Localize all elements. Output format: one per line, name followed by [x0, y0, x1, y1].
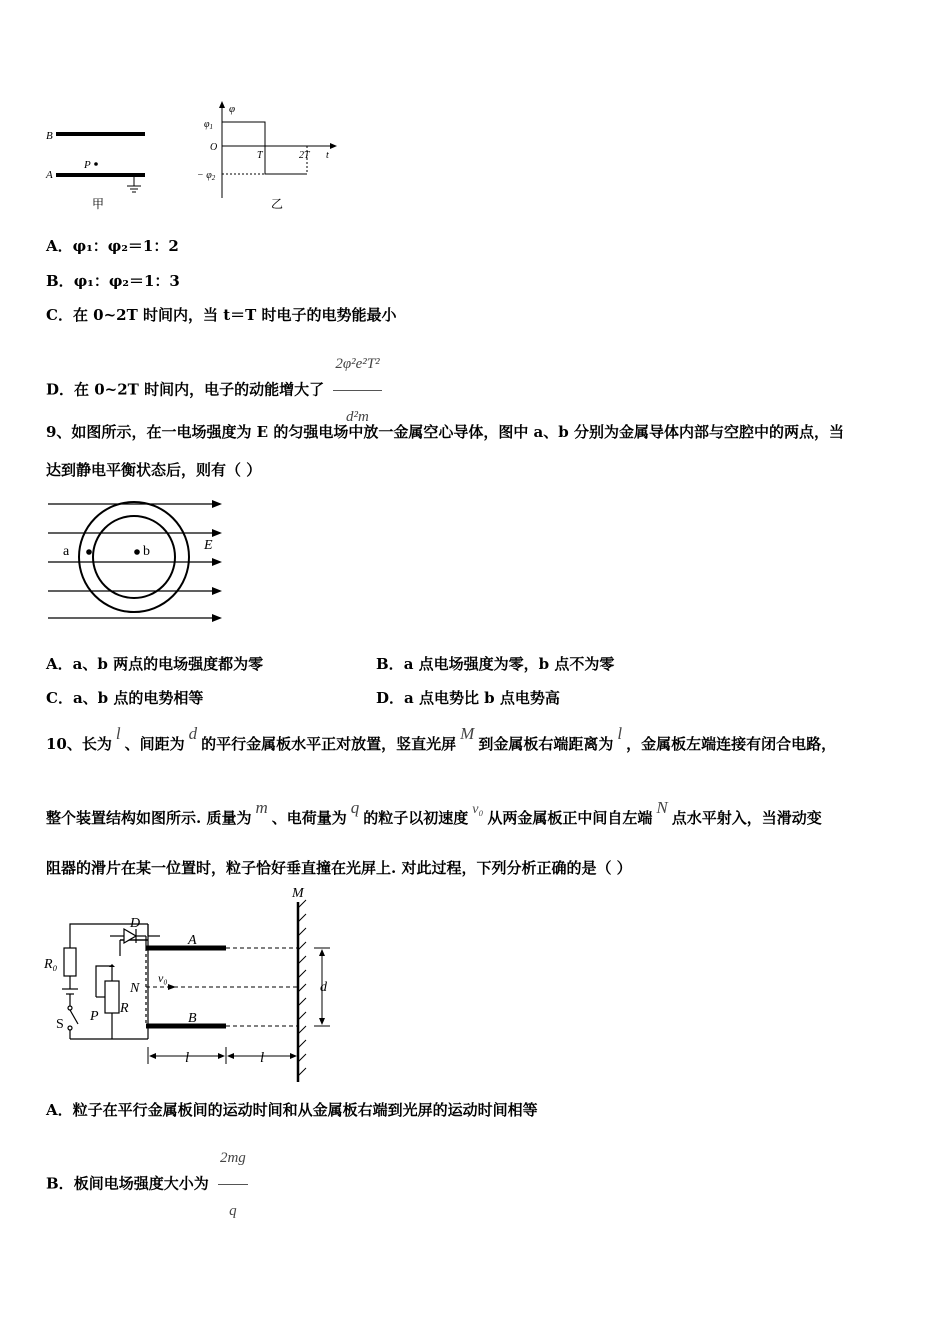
figure-circuit-plates [40, 884, 340, 1089]
label-n: N [130, 981, 140, 996]
label-v0: v₀ [158, 971, 168, 985]
svg-text:− φ2: − $\varphi_2$ [197, 170, 216, 182]
fraction-field-strength: $\frac{2mg}{q}$ [218, 1134, 248, 1235]
q9-option-b: B．a 点电场强度为零，b 点不为零 [376, 655, 615, 673]
label-r0: R₀ [44, 957, 58, 972]
label-t1: T [257, 150, 263, 161]
label-t: t [326, 150, 329, 161]
q9-option-d: D．a 点电势比 b 点电势高 [376, 689, 560, 707]
label-l2: l [260, 1050, 265, 1066]
q8-option-c: C．在 0~2T 时间内，当 t＝T 时电子的电势能最小 [46, 306, 397, 324]
label-p: P [84, 159, 91, 171]
label-2t: 2T [299, 150, 310, 161]
label-b: B [46, 130, 53, 142]
q10-option-b: B．板间电场强度大小为 $\frac{2mg}{q}$ [46, 1134, 248, 1235]
point-b [134, 549, 140, 555]
label-plate-b: B [188, 1011, 197, 1026]
q10-stem-line1: 10、长为l、间距为d的平行金属板水平正对放置，竖直光屏M到金属板右端距离为l，金属板左端连接有闭合电路， [46, 724, 837, 753]
q8-option-d: D．在 0~2T 时间内，电子的动能增大了 $\frac{\text{2φ²e²T²}}{\text{d²m}}$ [46, 340, 382, 441]
label-origin: O [210, 142, 218, 153]
label-phi1: φ [204, 119, 210, 130]
figure-jia [40, 120, 170, 215]
label-m: M [292, 886, 304, 901]
label-plate-a: A [188, 933, 197, 948]
q10-stem-line2: 整个装置结构如图所示. 质量为m、电荷量为q的粒子以初速度 v₀ 从两金属板正中间自左端N点水平射入，当滑动变 [46, 798, 822, 827]
caption-yi: 乙 [271, 197, 284, 211]
q9-stem-line2: 达到静电平衡状态后，则有（ ） [46, 461, 262, 479]
inner-circle [93, 516, 175, 598]
q10-option-a: A．粒子在平行金属板间的运动时间和从金属板右端到光屏的运动时间相等 [46, 1101, 538, 1119]
label-d: d [320, 980, 327, 995]
svg-text:φ1: $\varphi_1$ [204, 119, 214, 131]
label-a: A [46, 169, 53, 181]
figure-hollow-conductor [40, 492, 235, 627]
q9-option-c: C．a、b 点的电势相等 [46, 689, 204, 707]
fraction-kinetic-energy: $\frac{\text{2φ²e²T²}}{\text{d²m}}$ [333, 340, 381, 441]
label-s: S [56, 1017, 64, 1032]
q10-stem-line3: 阻器的滑片在某一位置时，粒子恰好垂直撞在光屏上. 对此过程，下列分析正确的是（ ） [46, 859, 632, 877]
label-a: a [63, 544, 70, 559]
label-d-diode: D [130, 916, 141, 931]
field-lines [48, 504, 220, 618]
q9-option-a: A．a、b 两点的电场强度都为零 [46, 655, 264, 673]
label-phi: φ [229, 103, 236, 115]
label-p: P [90, 1009, 99, 1024]
point-p [94, 162, 98, 166]
point-a [86, 549, 92, 555]
label-r: R [120, 1001, 129, 1016]
q9-stem-line1: 9、如图所示，在一电场强度为 E 的匀强电场中放一金属空心导体，图中 a、b 分别为金属导体内部与空腔中的两点，当 [46, 423, 844, 441]
outer-circle [79, 502, 189, 612]
caption-jia: 甲 [92, 197, 105, 211]
q8-option-a: A．φ₁：φ₂＝1：2 [46, 237, 179, 255]
q8-option-b: B．φ₁：φ₂＝1：3 [46, 272, 180, 290]
label-b: b [143, 544, 150, 559]
label-l1: l [185, 1050, 190, 1066]
label-neg-phi2: − φ [197, 170, 212, 181]
figure-yi [195, 98, 345, 213]
label-e: E [204, 538, 213, 553]
